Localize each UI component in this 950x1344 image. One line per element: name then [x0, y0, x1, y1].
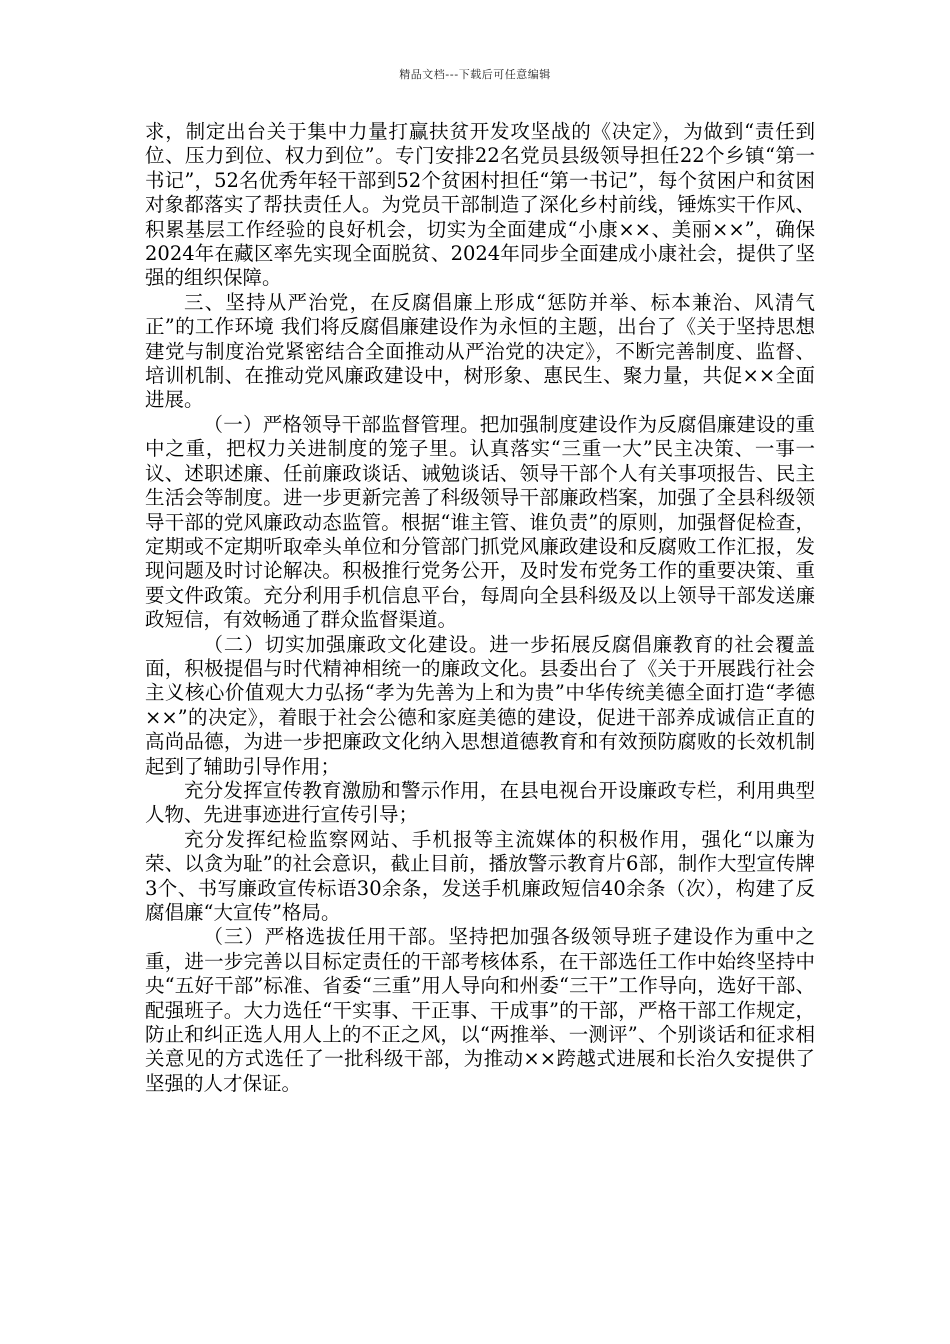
page-header: 精品文档---下载后可任意编辑 [399, 68, 551, 81]
paragraph-subsection-two: （二）切实加强廉政文化建设。进一步拓展反腐倡廉教育的社会覆盖面，积极提倡与时代精神相统一的廉政文化。县委出台了《关于开展践行社会主义核心价值观大力弘扬“孝为先善为上和为贵”中华传统美德全面打造“孝德××”的决定》，着眼于社会公德和家庭美德的建设，促进干部养成诚信正直的高尚品德，为进一步把廉政文化纳入思想道德教育和有效预防腐败的长效机制起到了辅助引导作用； [145, 632, 815, 778]
paragraph-subsection-one: （一）严格领导干部监督管理。把加强制度建设作为反腐倡廉建设的重中之重，把权力关进制度的笼子里。认真落实“三重一大”民主决策、一事一议、述职述廉、任前廉政谈话、诫勉谈话、领导干部个人有关事项报告、民主生活会等制度。进一步更新完善了科级领导干部廉政档案，加强了全县科级领导干部的党风廉政动态监管。根据“谁主管、谁负责”的原则，加强督促检查，定期或不定期听取牵头单位和分管部门抓党风廉政建设和反腐败工作汇报，发现问题及时讨论解决。积极推行党务公开，及时发布党务工作的重要决策、重要文件政策。充分利用手机信息平台，每周向全县科级及以上领导干部发送廉政短信，有效畅通了群众监督渠道。 [145, 412, 815, 632]
paragraph-subsection-three: （三）严格选拔任用干部。坚持把加强各级领导班子建设作为重中之重，进一步完善以目标定责任的干部考核体系，在干部选任工作中始终坚持中央“五好干部”标准、省委“三重”用人导向和州委“三干”工作导向，选好干部、配强班子。大力选任“干实事、干正事、干成事”的干部，严格干部工作规定，防止和纠正选人用人上的不正之风，以“两推举、一测评”、个别谈话和征求相关意见的方式选任了一批科级干部，为推动××跨越式进展和长治久安提供了坚强的人才保证。 [145, 925, 815, 1095]
paragraph-publicity-media: 充分发挥纪检监察网站、手机报等主流媒体的积极作用，强化“以廉为荣、以贪为耻”的社会意识，截止目前，播放警示教育片6部，制作大型宣传牌3个、书写廉政宣传标语30余条，发送手机廉政短信40余条（次），构建了反腐倡廉“大宣传”格局。 [145, 827, 815, 924]
document-body [145, 120, 815, 1096]
paragraph-section-three: 三、坚持从严治党，在反腐倡廉上形成“惩防并举、标本兼治、风清气正”的工作环境 我们将反腐倡廉建设作为永恒的主题，出台了《关于坚持思想建党与制度治党紧密结合全面推动从严治党的决定》，不断完善制度、监督、培训机制、在推动党风廉政建设中，树形象、惠民生、聚力量，共促××全面进展。 [145, 290, 815, 412]
paragraph-poverty-alleviation: 求，制定出台关于集中力量打赢扶贫开发攻坚战的《决定》，为做到“责任到位、压力到位、权力到位”。专门安排22名党员县级领导担任22个乡镇“第一书记”，52名优秀年轻干部到52个贫困村担任“第一书记”，每个贫困户和贫困对象都落实了帮扶责任人。为党员干部制造了深化乡村前线，锤炼实干作风、积累基层工作经验的良好机会，切实为全面建成“小康××、美丽××”，确保2024年在藏区率先实现全面脱贫、2024年同步全面建成小康社会，提供了坚强的组织保障。 [145, 120, 815, 290]
paragraph-publicity-tv: 充分发挥宣传教育激励和警示作用，在县电视台开设廉政专栏，利用典型人物、先进事迹进行宣传引导； [145, 778, 815, 827]
